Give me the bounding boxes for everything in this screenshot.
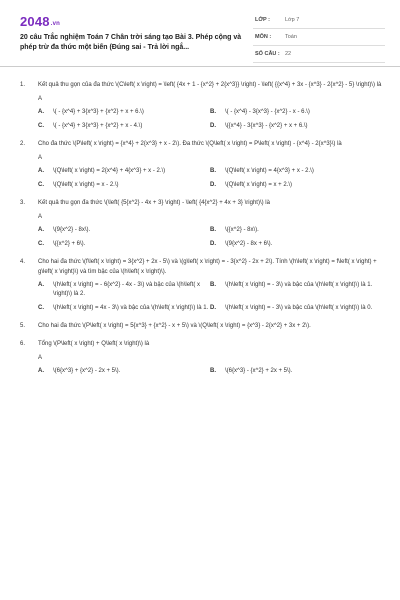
meta-key: SỐ CÂU : [255,51,280,57]
answer-key: A [38,214,43,220]
question-number: 4. [20,259,26,265]
document-meta [253,14,385,65]
question-stem [20,139,382,149]
question-number: 5. [20,323,26,329]
option-text: \(6{x^3} + {x^2} - 2x + 5\). [53,368,121,374]
option-c[interactable] [38,240,210,249]
option-b[interactable] [210,226,382,235]
option-text: \(h\left( x \right) = 4x - 3\) và bậc của \(h\left( x \right)\) là 1. [53,305,209,311]
option-letter: B. [210,168,216,174]
meta-row-count [253,48,385,63]
header-divider [0,66,400,67]
question-list [0,80,400,384]
answer-key: A [38,96,43,102]
option-a[interactable] [38,367,210,376]
option-b[interactable] [210,108,382,117]
option-letter: A. [38,109,44,115]
question-text: Kết quả thu gọn của đa thức \(C\left( x \right) = \left( {4x + 1 - {x^2} + 2{x^3}} \right) - \left( {{x^4} + 3x - {x^3} - 2{x^2} - 5} \right)\) là [38,82,382,88]
option-text: \( - {x^4} - 3{x^3} - {x^2} - x - 6.\) [225,109,310,115]
option-text: \({x^2} - 8x\). [225,227,259,233]
option-a[interactable] [38,281,210,299]
meta-value: Toán [285,34,297,40]
options [20,367,382,376]
question-number: 1. [20,82,26,88]
question-text: Tổng \(P\left( x \right) + Q\left( x \right)\) là [38,341,150,347]
question-text: Cho đa thức \(P\left( x \right) = {x^4} + 2{x^3} + x - 2\). Đa thức \(Q\left( x \right) = P\left( x \right) - {x^4} - 2{x^3}\) là [38,141,342,147]
question-text: Kết quả thu gọn đa thức \(\left( {5{x^2} - 4x + 3} \right) - \left( {4{x^2} + 4x + 3} \right)\) là [38,200,270,206]
option-d[interactable] [210,122,382,131]
options [20,108,382,131]
question-item [20,139,382,190]
option-text: \(h\left( x \right) = - 6{x^2} - 4x - 3\) và bậc của \(h\left( x \right)\) là 2. [53,282,201,297]
option-d[interactable] [210,304,382,313]
options [20,167,382,190]
option-text: \(9{x^2} - 8x + 6\). [225,241,273,247]
question-item [20,339,382,376]
option-text: \(Q\left( x \right) = 4{x^3} + x - 2.\) [225,168,314,174]
option-text: \({x^4} - 3{x^3} - {x^2} + x + 6.\) [225,123,308,129]
meta-key: LỚP : [255,17,270,23]
question-text: Cho hai đa thức \(f\left( x \right) = 3{x^2} + 2x - 5\) và \(g\left( x \right) = - 3{x^2} - 2x + 2\). Tính \(h\left( x \right) = f\left( x \right) + g\left( x \right)\) và tìm bậc của \(h\left( x \right)\). [38,259,377,275]
option-letter: C. [38,241,44,247]
option-letter: B. [210,109,216,115]
option-letter: D. [210,182,216,188]
option-a[interactable] [38,108,210,117]
meta-row-subject [253,31,385,46]
option-c[interactable] [38,181,210,190]
option-c[interactable] [38,122,210,131]
question-item [20,198,382,249]
option-text: \(Q\left( x \right) = x + 2.\) [225,182,293,188]
option-letter: D. [210,305,216,311]
meta-value: Lớp 7 [285,17,300,23]
question-text: Cho hai đa thức \(P\left( x \right) = 5{x^3} + {x^2} - x + 5\) và \(Q\left( x \right) = {x^3} - 2{x^2} + 3x + 2\). [38,323,311,329]
document-title: 20 câu Trắc nghiệm Toán 7 Chân trời sáng tạo Bài 3. Phép cộng và phép trừ đa thức một biến (Đúng sai - Trả lời ngắ... [20,34,242,51]
option-text: \({x^2} + 6\). [53,241,86,247]
option-a[interactable] [38,167,210,176]
option-text: \(9{x^2} - 8x\). [53,227,91,233]
question-stem [20,257,382,277]
option-letter: C. [38,305,44,311]
meta-key: MÔN : [255,34,272,40]
option-text: \( - {x^4} + 3{x^3} + {x^2} + x - 4.\) [53,123,143,129]
question-stem [20,80,382,90]
option-d[interactable] [210,181,382,190]
option-letter: A. [38,368,44,374]
option-b[interactable] [210,367,382,376]
option-letter: C. [38,123,44,129]
question-item [20,257,382,313]
option-b[interactable] [210,281,382,299]
option-letter: B. [210,282,216,288]
option-letter: D. [210,241,216,247]
option-letter: A. [38,227,44,233]
option-letter: D. [210,123,216,129]
site-logo[interactable]: 2048.vn [20,14,61,29]
meta-value: 22 [285,51,292,57]
options [20,281,382,313]
question-stem [20,321,382,331]
option-text: \(Q\left( x \right) = 2{x^4} + 4{x^3} + x - 2.\) [53,168,166,174]
option-c[interactable] [38,304,210,313]
option-letter: A. [38,282,44,288]
option-letter: B. [210,368,216,374]
question-number: 3. [20,200,26,206]
page-header [0,0,400,64]
question-item [20,321,382,331]
option-text: \(6{x^3} - {x^2} + 2x + 5\). [225,368,293,374]
question-number: 6. [20,341,26,347]
option-b[interactable] [210,167,382,176]
option-letter: B. [210,227,216,233]
question-item [20,80,382,131]
option-text: \( - {x^4} + 3{x^3} + {x^2} + x + 6.\) [53,109,144,115]
question-number: 2. [20,141,26,147]
options [20,226,382,249]
answer-key: A [38,355,43,361]
option-text: \(h\left( x \right) = - 3\) và bậc của \(h\left( x \right)\) là 0. [225,305,373,311]
option-text: \(h\left( x \right) = - 3\) và bậc của \(h\left( x \right)\) là 1. [225,282,373,288]
option-letter: C. [38,182,44,188]
option-a[interactable] [38,226,210,235]
question-stem [20,339,382,349]
option-letter: A. [38,168,44,174]
question-stem [20,198,382,208]
option-d[interactable] [210,240,382,249]
option-text: \(Q\left( x \right) = x - 2.\) [53,182,119,188]
answer-key: A [38,155,43,161]
meta-row-class [253,14,385,29]
